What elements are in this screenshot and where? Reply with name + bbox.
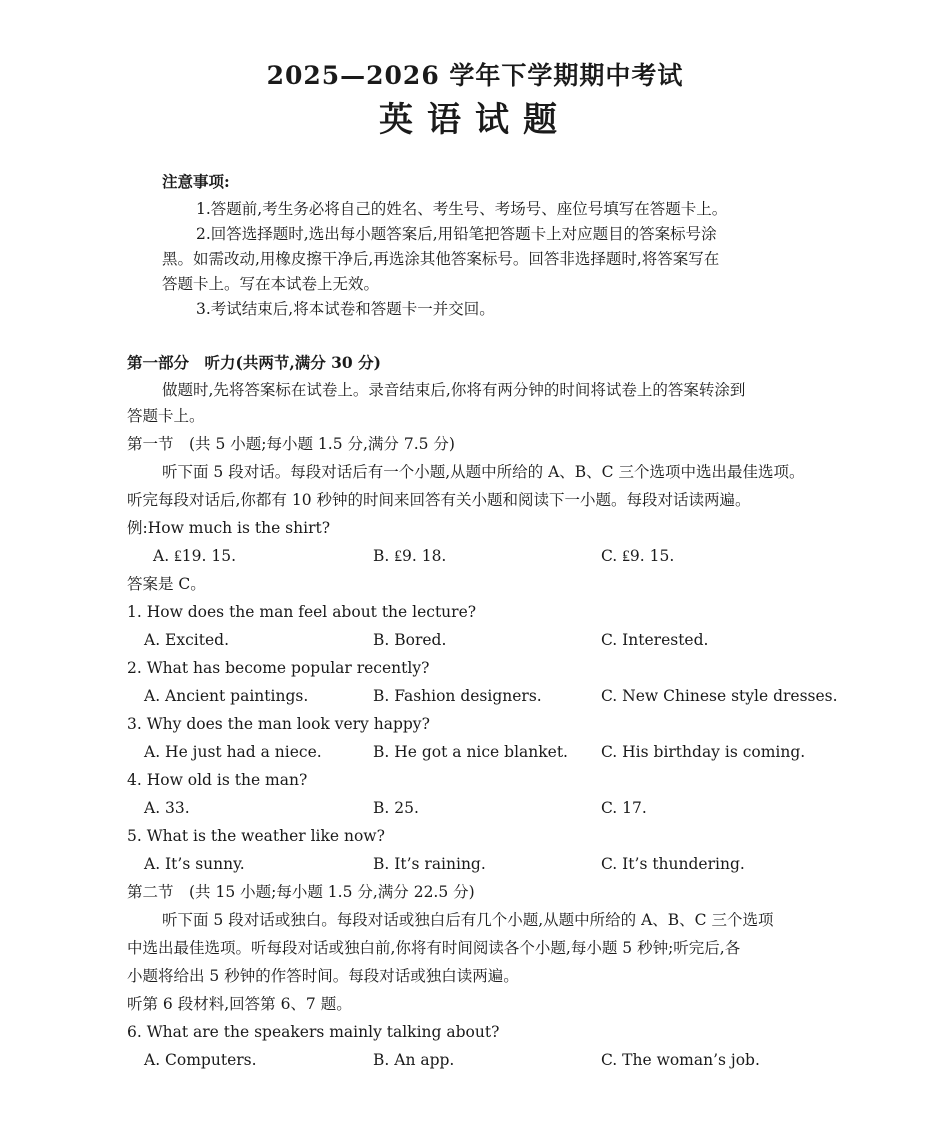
option-b: B. Fashion designers. (373, 687, 542, 705)
section2-intro: 听下面 5 段对话或独白。每段对话或独白后有几个小题,从题中所给的 A、B、C 三个选项 (162, 911, 774, 929)
option-c: C. His birthday is coming. (601, 743, 806, 761)
option-c: C. 17. (601, 799, 647, 817)
option-c: C. New Chinese style dresses. (601, 687, 838, 705)
option-a: A. Excited. (144, 631, 229, 649)
option-b: B. An app. (373, 1051, 455, 1069)
notice-title: 注意事项: (162, 172, 230, 191)
notice-line: 1.答题前,考生务必将自己的姓名、考生号、考场号、座位号填写在答题卡上。 (196, 200, 728, 218)
example-answer: 答案是 C。 (127, 575, 206, 593)
section1-intro: 听完每段对话后,你都有 10 秒钟的时间来回答有关小题和阅读下一小题。每段对话读两遍。 (127, 491, 751, 509)
option-c: C. Interested. (601, 631, 709, 649)
option-a: A. Ancient paintings. (144, 687, 309, 705)
question: 1. How does the man feel about the lecture? (127, 603, 477, 621)
subject-title: 英语试题 (379, 100, 571, 140)
option-b: B. 25. (373, 799, 419, 817)
notice-line: 2.回答选择题时,选出每小题答案后,用铅笔把答题卡上对应题目的答案标号涂 (196, 225, 717, 243)
option-c: C. The woman’s job. (601, 1051, 760, 1069)
option-a: A. It’s sunny. (144, 855, 245, 873)
option-c: C. It’s thundering. (601, 855, 745, 873)
section2-title: 第二节 (共 15 小题;每小题 1.5 分,满分 22.5 分) (127, 883, 475, 901)
notice-line: 3.考试结束后,将本试卷和答题卡一并交回。 (196, 300, 495, 318)
option-b: B. It’s raining. (373, 855, 486, 873)
question: 3. Why does the man look very happy? (127, 715, 430, 733)
section2-intro: 中选出最佳选项。听每段对话或独白前,你将有时间阅读各个小题,每小题 5 秒钟;听完后,各 (127, 939, 741, 957)
exam-title: 2025—2026 学年下学期期中考试 (266, 61, 684, 90)
section1-title: 第一节 (共 5 小题;每小题 1.5 分,满分 7.5 分) (127, 435, 455, 453)
option-a: A. He just had a niece. (144, 743, 322, 761)
material-instruction: 听第 6 段材料,回答第 6、7 题。 (127, 995, 352, 1013)
notice-line: 黑。如需改动,用橡皮擦干净后,再选涂其他答案标号。回答非选择题时,将答案写在 (162, 250, 720, 268)
option-b: B. He got a nice blanket. (373, 743, 568, 761)
section2-intro: 小题将给出 5 秒钟的作答时间。每段对话或独白读两遍。 (127, 967, 519, 985)
example-option-b: B. ₤9. 18. (373, 547, 447, 565)
example-option-a: A. ₤19. 15. (153, 547, 237, 565)
part1-intro: 答题卡上。 (127, 407, 205, 425)
example-question: 例:How much is the shirt? (127, 519, 331, 537)
option-b: B. Bored. (373, 631, 447, 649)
part1-intro: 做题时,先将答案标在试卷上。录音结束后,你将有两分钟的时间将试卷上的答案转涂到 (162, 381, 746, 399)
question: 2. What has become popular recently? (127, 659, 430, 677)
example-option-c: C. ₤9. 15. (601, 547, 675, 565)
question: 6. What are the speakers mainly talking about? (127, 1023, 500, 1041)
question: 5. What is the weather like now? (127, 827, 385, 845)
option-a: A. Computers. (144, 1051, 257, 1069)
notice-line: 答题卡上。写在本试卷上无效。 (162, 275, 380, 293)
part1-title: 第一部分 听力(共两节,满分 30 分) (127, 353, 381, 372)
section1-intro: 听下面 5 段对话。每段对话后有一个小题,从题中所给的 A、B、C 三个选项中选出最佳选项。 (162, 463, 805, 481)
option-a: A. 33. (144, 799, 190, 817)
question: 4. How old is the man? (127, 771, 308, 789)
